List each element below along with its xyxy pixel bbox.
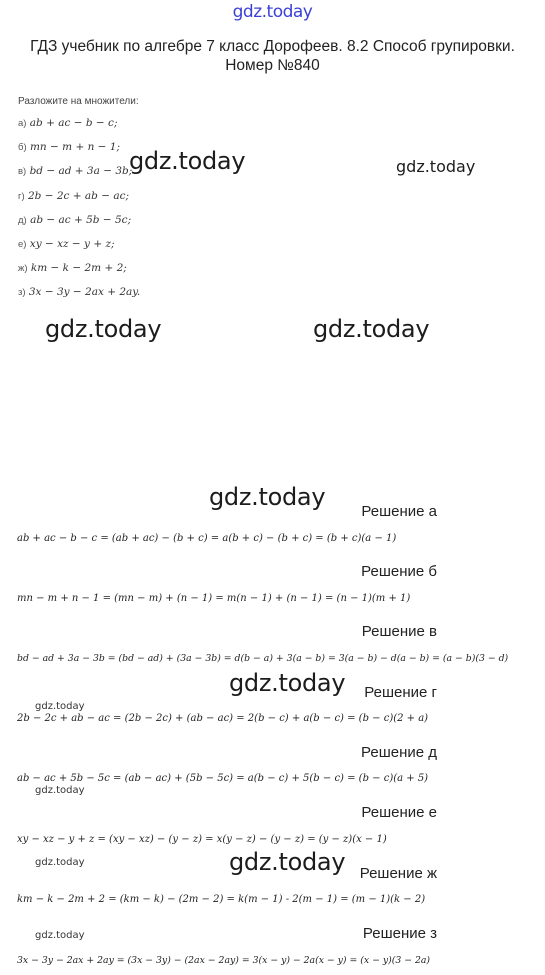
watermark: gdz.today [35, 930, 85, 941]
solution-heading: Решение з [362, 925, 437, 942]
task-item-label: а) [18, 118, 27, 129]
site-logo[interactable]: gdz.today [232, 2, 313, 22]
solution-heading: Решение г [364, 684, 437, 701]
watermark: gdz.today [313, 315, 430, 343]
watermark: gdz.today [229, 848, 346, 876]
task-item-label: е) [18, 239, 27, 250]
solution-equation: mn − m + n − 1 = (mn − m) + (n − 1) = m(n − 1) + (n − 1) = (n − 1)(m + 1) [17, 593, 411, 604]
watermark: gdz.today [129, 147, 246, 175]
solution-equation: 3x − 3y − 2ax + 2ay = (3x − 3y) − (2ax − 2ay) = 3(x − y) − 2a(x − y) = (x − y)(3 − 2a) [17, 955, 431, 966]
solution-equation: xy − xz − y + z = (xy − xz) − (y − z) = x(y − z) − (y − z) = (y − z)(x − 1) [17, 834, 387, 845]
solution-equation: km − k − 2m + 2 = (km − k) − (2m − 2) = k(m − 1) - 2(m − 1) = (m − 1)(k − 2) [17, 894, 426, 905]
solution-equation: 2b − 2c + ab − ac = (2b − 2c) + (ab − ac) = 2(b − c) + a(b − c) = (b − c)(2 + a) [17, 713, 429, 724]
task-intro: Разложите на множители: [18, 96, 139, 107]
task-item-expr: 3x − 3y − 2ax + 2ay. [28, 286, 141, 298]
watermark: gdz.today [229, 669, 346, 697]
task-item [18, 286, 140, 298]
task-item-label: ж) [18, 263, 28, 274]
task-item-expr: km − k − 2m + 2; [30, 262, 127, 274]
task-item-label: г) [18, 191, 25, 202]
task-item [18, 165, 132, 177]
task-item [18, 262, 127, 274]
task-item-expr: xy − xz − y + z; [29, 238, 115, 250]
task-item-expr: mn − m + n − 1; [29, 141, 121, 153]
solution-heading: Решение д [361, 744, 437, 761]
task-item-label: в) [18, 166, 27, 177]
task-item-label: д) [18, 215, 27, 226]
solution-heading: Решение б [361, 563, 437, 580]
task-item-expr: ab − ac + 5b − 5c; [30, 214, 132, 226]
task-item-label: з) [18, 287, 26, 298]
watermark: gdz.today [45, 315, 162, 343]
watermark: gdz.today [396, 157, 476, 176]
task-item [18, 214, 131, 226]
solution-equation: ab − ac + 5b − 5c = (ab − ac) + (5b − 5c) = a(b − c) + 5(b − c) = (b − c)(a + 5) [17, 773, 429, 784]
task-item [18, 141, 120, 153]
task-item-label: б) [18, 142, 27, 153]
page-title: ГДЗ учебник по алгебре 7 класс Дорофеев. 8.2 Способ групировки. Номер №840 [30, 38, 515, 74]
task-item-expr: 2b − 2c + ab − ac; [27, 190, 130, 202]
solution-heading: Решение е [361, 804, 437, 821]
solution-heading: Решение ж [359, 865, 437, 882]
task-item [18, 238, 115, 250]
watermark: gdz.today [209, 483, 326, 511]
task-item [18, 190, 129, 202]
watermark: gdz.today [35, 857, 85, 868]
solution-equation: bd − ad + 3a − 3b = (bd − ad) + (3a − 3b) = d(b − a) + 3(a − b) = 3(a − b) − d(a − b) = (a − b)(3 − d) [17, 653, 509, 664]
task-item [18, 117, 117, 129]
solution-heading: Решение а [361, 503, 437, 520]
solution-equation: ab + ac − b − c = (ab + ac) − (b + c) = a(b + c) − (b + c) = (b + c)(a − 1) [17, 533, 397, 544]
task-item-expr: bd − ad + 3a − 3b; [29, 165, 133, 177]
task-item-expr: ab + ac − b − c; [29, 117, 118, 129]
solution-heading: Решение в [361, 623, 437, 640]
watermark: gdz.today [35, 701, 85, 712]
watermark: gdz.today [35, 785, 85, 796]
